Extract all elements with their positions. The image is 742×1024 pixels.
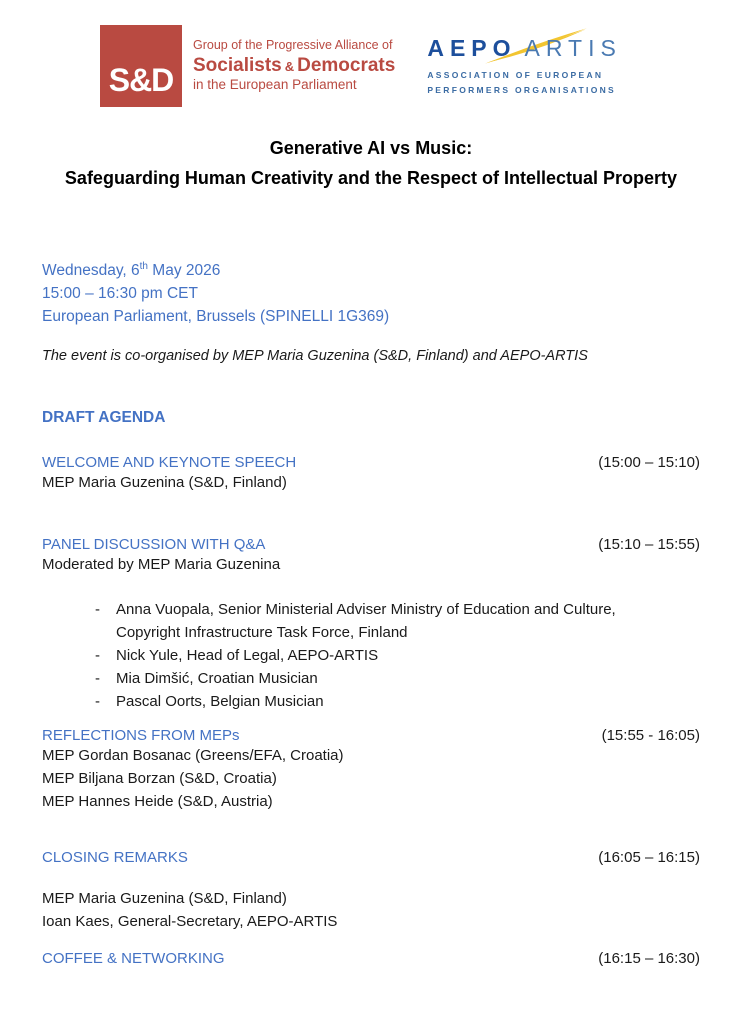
sd-logo-line1: Group of the Progressive Alliance of (193, 37, 393, 52)
panel-speaker: Anna Vuopala, Senior Ministerial Adviser Ministry of Education and Culture, Copyright Infrastructure Task Force, Finland (116, 601, 616, 642)
aepo-subtitle (427, 68, 622, 96)
panel-speaker: Mia Dimšić, Croatian Musician (116, 670, 318, 688)
section-header (42, 849, 700, 866)
organiser-note: The event is co-organised by MEP Maria Guzenina (S&D, Finland) and AEPO-ARTIS (42, 348, 588, 365)
mep-line: MEP Biljana Borzan (S&D, Croatia) (42, 770, 277, 788)
panel-speaker: Nick Yule, Head of Legal, AEPO-ARTIS (116, 647, 379, 665)
moderator-line: Moderated by MEP Maria Guzenina (42, 556, 281, 574)
agenda-section-coffee (42, 950, 700, 967)
event-date-month-year: May 2026 (148, 262, 221, 280)
section-time: (15:10 – 15:55) (598, 536, 700, 554)
sd-logo-ampersand: & (284, 58, 295, 74)
agenda-heading: DRAFT AGENDA (42, 409, 166, 427)
bullet-dash: - (95, 693, 100, 711)
list-item (95, 598, 700, 644)
section-time: (15:00 – 15:10) (598, 454, 700, 472)
bullet-dash: - (95, 601, 100, 619)
section-body (42, 744, 700, 813)
event-date-day: Wednesday, 6 (42, 262, 140, 280)
sd-logo (100, 25, 395, 107)
sd-logo-square: S&D (100, 25, 182, 107)
section-title: COFFEE & NETWORKING (42, 950, 225, 968)
list-item (95, 667, 700, 690)
speaker-line: MEP Maria Guzenina (S&D, Finland) (42, 474, 287, 492)
section-header (42, 950, 700, 967)
list-item (95, 690, 700, 713)
sd-logo-socialists: Socialists (193, 54, 282, 76)
bullet-dash: - (95, 670, 100, 688)
event-location: European Parliament, Brussels (SPINELLI 1G369) (42, 308, 390, 326)
mep-line: MEP Gordan Bosanac (Greens/EFA, Croatia) (42, 747, 344, 765)
section-time: (16:15 – 16:30) (598, 950, 700, 968)
section-body (42, 553, 700, 576)
event-date-ordinal: th (139, 261, 148, 272)
section-header (42, 536, 700, 553)
sd-logo-democrats: Democrats (297, 54, 396, 76)
event-title-line2: Safeguarding Human Creativity and the Respect of Intellectual Property (64, 168, 678, 188)
aepo-subtitle-line1: ASSOCIATION OF EUROPEAN (427, 70, 604, 81)
aepo-subtitle-line2: PERFORMERS ORGANISATIONS (427, 84, 617, 95)
panel-speaker-list (95, 598, 700, 713)
section-title: CLOSING REMARKS (42, 849, 188, 867)
event-title (42, 133, 700, 193)
bullet-dash: - (95, 647, 100, 665)
section-time: (16:05 – 16:15) (598, 849, 700, 867)
event-time: 15:00 – 16:30 pm CET (42, 285, 198, 303)
event-date (42, 255, 700, 282)
mep-line: MEP Hannes Heide (S&D, Austria) (42, 793, 273, 811)
section-title: WELCOME AND KEYNOTE SPEECH (42, 454, 297, 472)
section-header (42, 454, 700, 471)
aepo-word: AEPO (427, 35, 517, 62)
event-title-line1: Generative AI vs Music: (269, 138, 473, 158)
section-title: REFLECTIONS FROM MEPs (42, 727, 240, 745)
sd-logo-line2 (193, 54, 395, 78)
sd-logo-line3: in the European Parliament (193, 77, 357, 93)
aepo-artis-wordmark (427, 35, 622, 62)
section-time: (15:55 - 16:05) (601, 727, 700, 745)
sd-logo-text (193, 38, 395, 94)
section-title: PANEL DISCUSSION WITH Q&A (42, 536, 266, 554)
aepo-artis-logo (427, 35, 622, 96)
section-body (42, 887, 700, 933)
panel-speaker: Pascal Oorts, Belgian Musician (116, 693, 324, 711)
agenda-section-reflections (42, 727, 700, 813)
section-body (42, 471, 700, 494)
section-header (42, 727, 700, 744)
artis-word: ARTIS (524, 35, 622, 62)
speaker-line: Ioan Kaes, General-Secretary, AEPO-ARTIS (42, 913, 338, 931)
agenda-section-closing (42, 849, 700, 933)
speaker-line: MEP Maria Guzenina (S&D, Finland) (42, 890, 287, 908)
event-info (42, 255, 700, 328)
agenda-section-welcome (42, 454, 700, 494)
list-item (95, 644, 700, 667)
header-logos (100, 25, 700, 107)
agenda-section-panel (42, 536, 700, 713)
